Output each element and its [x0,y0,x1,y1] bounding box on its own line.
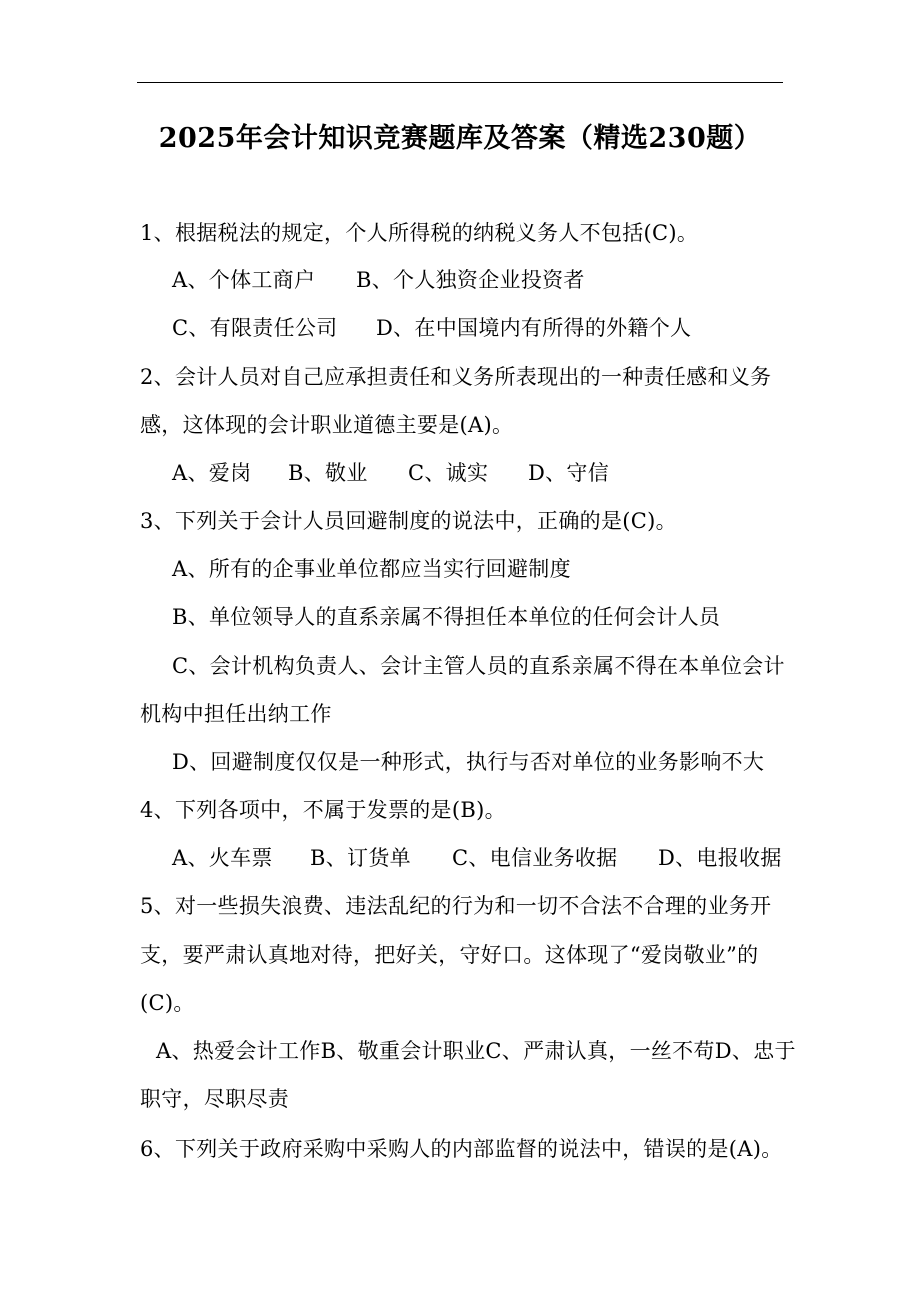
question-3-option-d: D、回避制度仅仅是一种形式，执行与否对单位的业务影响不大 [172,750,765,774]
option-b: B、敬业 [288,461,368,485]
question-5-text-line-3: (C)。 [140,991,195,1015]
option-c: C、电信业务收据 [452,846,618,870]
question-2-options [172,458,609,488]
option-a: A、爱岗 [172,461,252,485]
question-4-options [172,843,782,873]
question-4-text: 4、下列各项中，不属于发票的是(B)。 [140,798,506,822]
question-3-option-b: B、单位领导人的直系亲属不得担任本单位的任何会计人员 [172,605,721,629]
option-a: A、火车票 [172,846,273,870]
question-2-text-line-1: 2、会计人员对自己应承担责任和义务所表现出的一种责任感和义务 [140,365,772,389]
question-5-text-line-1: 5、对一些损失浪费、违法乱纪的行为和一切不合法不合理的业务开 [140,894,772,918]
question-6-text: 6、下列关于政府采购中采购人的内部监督的说法中，错误的是(A)。 [140,1137,783,1161]
question-3-text: 3、下列关于会计人员回避制度的说法中，正确的是(C)。 [140,509,677,533]
question-3-option-c: C、会计机构负责人、会计主管人员的直系亲属不得在本单位会计 [172,654,785,678]
question-5-options-line-2: 职守，尽职尽责 [140,1087,290,1111]
option-b: B、个人独资企业投资者 [356,268,585,292]
question-3-option-c-continued: 机构中担任出纳工作 [140,702,332,726]
document-title: 2025年会计知识竞赛题库及答案（精选230题） [158,123,762,154]
question-5-options-line-1: A、热爱会计工作B、敬重会计职业C、严肃认真，一丝不苟D、忠于 [156,1039,796,1063]
question-2-text-line-2: 感，这体现的会计职业道德主要是(A)。 [140,413,514,437]
option-b: B、订货单 [310,846,411,870]
option-d: D、电报收据 [658,846,782,870]
question-3-option-a: A、所有的企事业单位都应当实行回避制度 [172,557,571,581]
option-d: D、在中国境内有所得的外籍个人 [376,316,692,340]
question-1-text: 1、根据税法的规定，个人所得税的纳税义务人不包括(C)。 [140,221,699,245]
question-1-options-row-2 [172,313,691,343]
option-a: A、个体工商户 [172,268,316,292]
option-c: C、诚实 [408,461,489,485]
question-5-text-line-2: 支，要严肃认真地对待，把好关，守好口。这体现了“爱岗敬业”的 [140,943,759,967]
option-d: D、守信 [528,461,610,485]
question-1-options-row-1 [172,265,585,295]
option-c: C、有限责任公司 [172,316,338,340]
header-rule [137,82,783,83]
